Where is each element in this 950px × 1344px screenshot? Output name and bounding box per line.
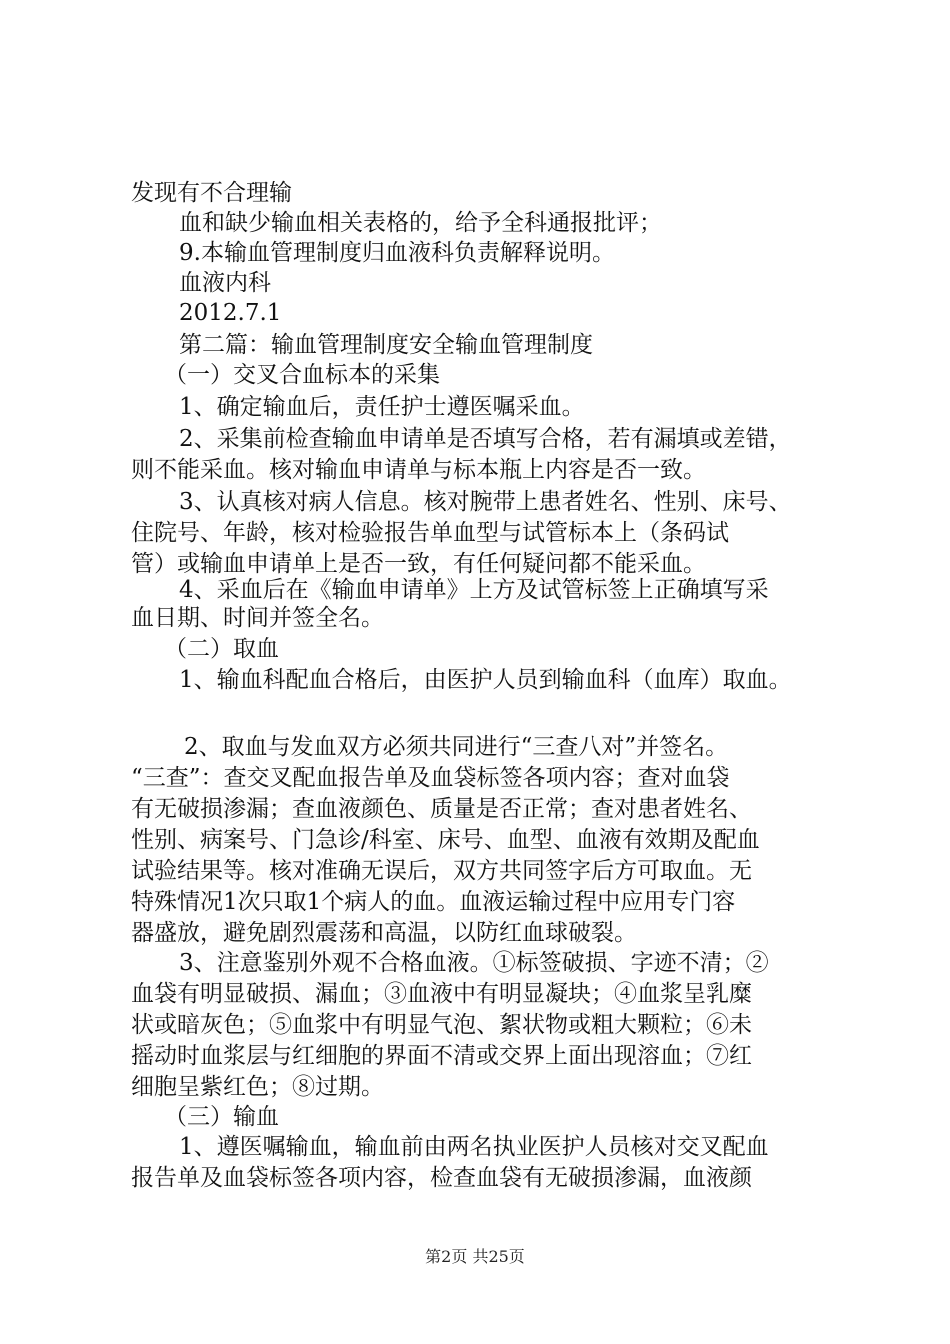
text-line: 有无破损渗漏；查血液颜色、质量是否正常；查对患者姓名、	[131, 796, 752, 822]
text-line: 报告单及血袋标签各项内容，检查血袋有无破损渗漏，血液颜	[131, 1165, 752, 1191]
page-footer: 第2页 共25页	[425, 1247, 525, 1266]
text-line: 细胞呈紫红色；⑧过期。	[131, 1074, 384, 1100]
text-line: 则不能采血。核对输血申请单与标本瓶上内容是否一致。	[131, 457, 706, 483]
text-line: 1、确定输血后，责任护士遵医嘱采血。	[179, 394, 585, 420]
text-line: 状或暗灰色；⑤血浆中有明显气泡、絮状物或粗大颗粒；⑥未	[131, 1012, 752, 1038]
subsection-heading: （三）输血	[164, 1104, 279, 1130]
text-line: 管）或输血申请单上是否一致，有任何疑问都不能采血。	[131, 551, 706, 577]
text-line: 血液内科	[179, 270, 271, 296]
section-title: 第二篇：输血管理制度安全输血管理制度	[179, 332, 593, 358]
text-line: 1、遵医嘱输血，输血前由两名执业医护人员核对交叉配血	[179, 1134, 769, 1160]
subsection-heading: （二）取血	[164, 636, 279, 662]
text-line: 血袋有明显破损、漏血；③血液中有明显凝块；④血浆呈乳糜	[131, 981, 752, 1007]
text-line: 血日期、时间并签全名。	[131, 605, 384, 631]
text-line: 4、采血后在《输血申请单》上方及试管标签上正确填写采	[179, 577, 769, 603]
text-line: 摇动时血浆层与红细胞的界面不清或交界上面出现溶血；⑦红	[131, 1043, 752, 1069]
text-line: “三查”：查交叉配血报告单及血袋标签各项内容；查对血袋	[131, 765, 730, 791]
text-line: 2、取血与发血双方必须共同进行“三查八对”并签名。	[184, 734, 729, 760]
text-line: 器盛放，避免剧烈震荡和高温，以防红血球破裂。	[131, 920, 637, 946]
text-line: 特殊情况1次只取1个病人的血。血液运输过程中应用专门容	[131, 889, 736, 915]
text-line: 发现有不合理输	[131, 180, 292, 206]
text-line: 血和缺少输血相关表格的，给予全科通报批评；	[179, 210, 662, 236]
text-line: 2012.7.1	[179, 300, 282, 326]
text-line: 2、采集前检查输血申请单是否填写合格，若有漏填或差错，	[179, 426, 792, 452]
text-line: 性别、病案号、门急诊/科室、床号、血型、血液有效期及配血	[131, 827, 760, 853]
text-line: 3、注意鉴别外观不合格血液。①标签破损、字迹不清；②	[179, 950, 769, 976]
text-line: 试验结果等。核对准确无误后，双方共同签字后方可取血。无	[131, 858, 752, 884]
text-line: 9.本输血管理制度归血液科负责解释说明。	[179, 240, 615, 266]
text-line: 3、认真核对病人信息。核对腕带上患者姓名、性别、床号、	[179, 489, 792, 515]
subsection-heading: （一）交叉合血标本的采集	[164, 362, 440, 388]
text-line: 1、输血科配血合格后，由医护人员到输血科（血库）取血。	[179, 667, 792, 693]
text-line: 住院号、年龄，核对检验报告单血型与试管标本上（条码试	[131, 520, 729, 546]
